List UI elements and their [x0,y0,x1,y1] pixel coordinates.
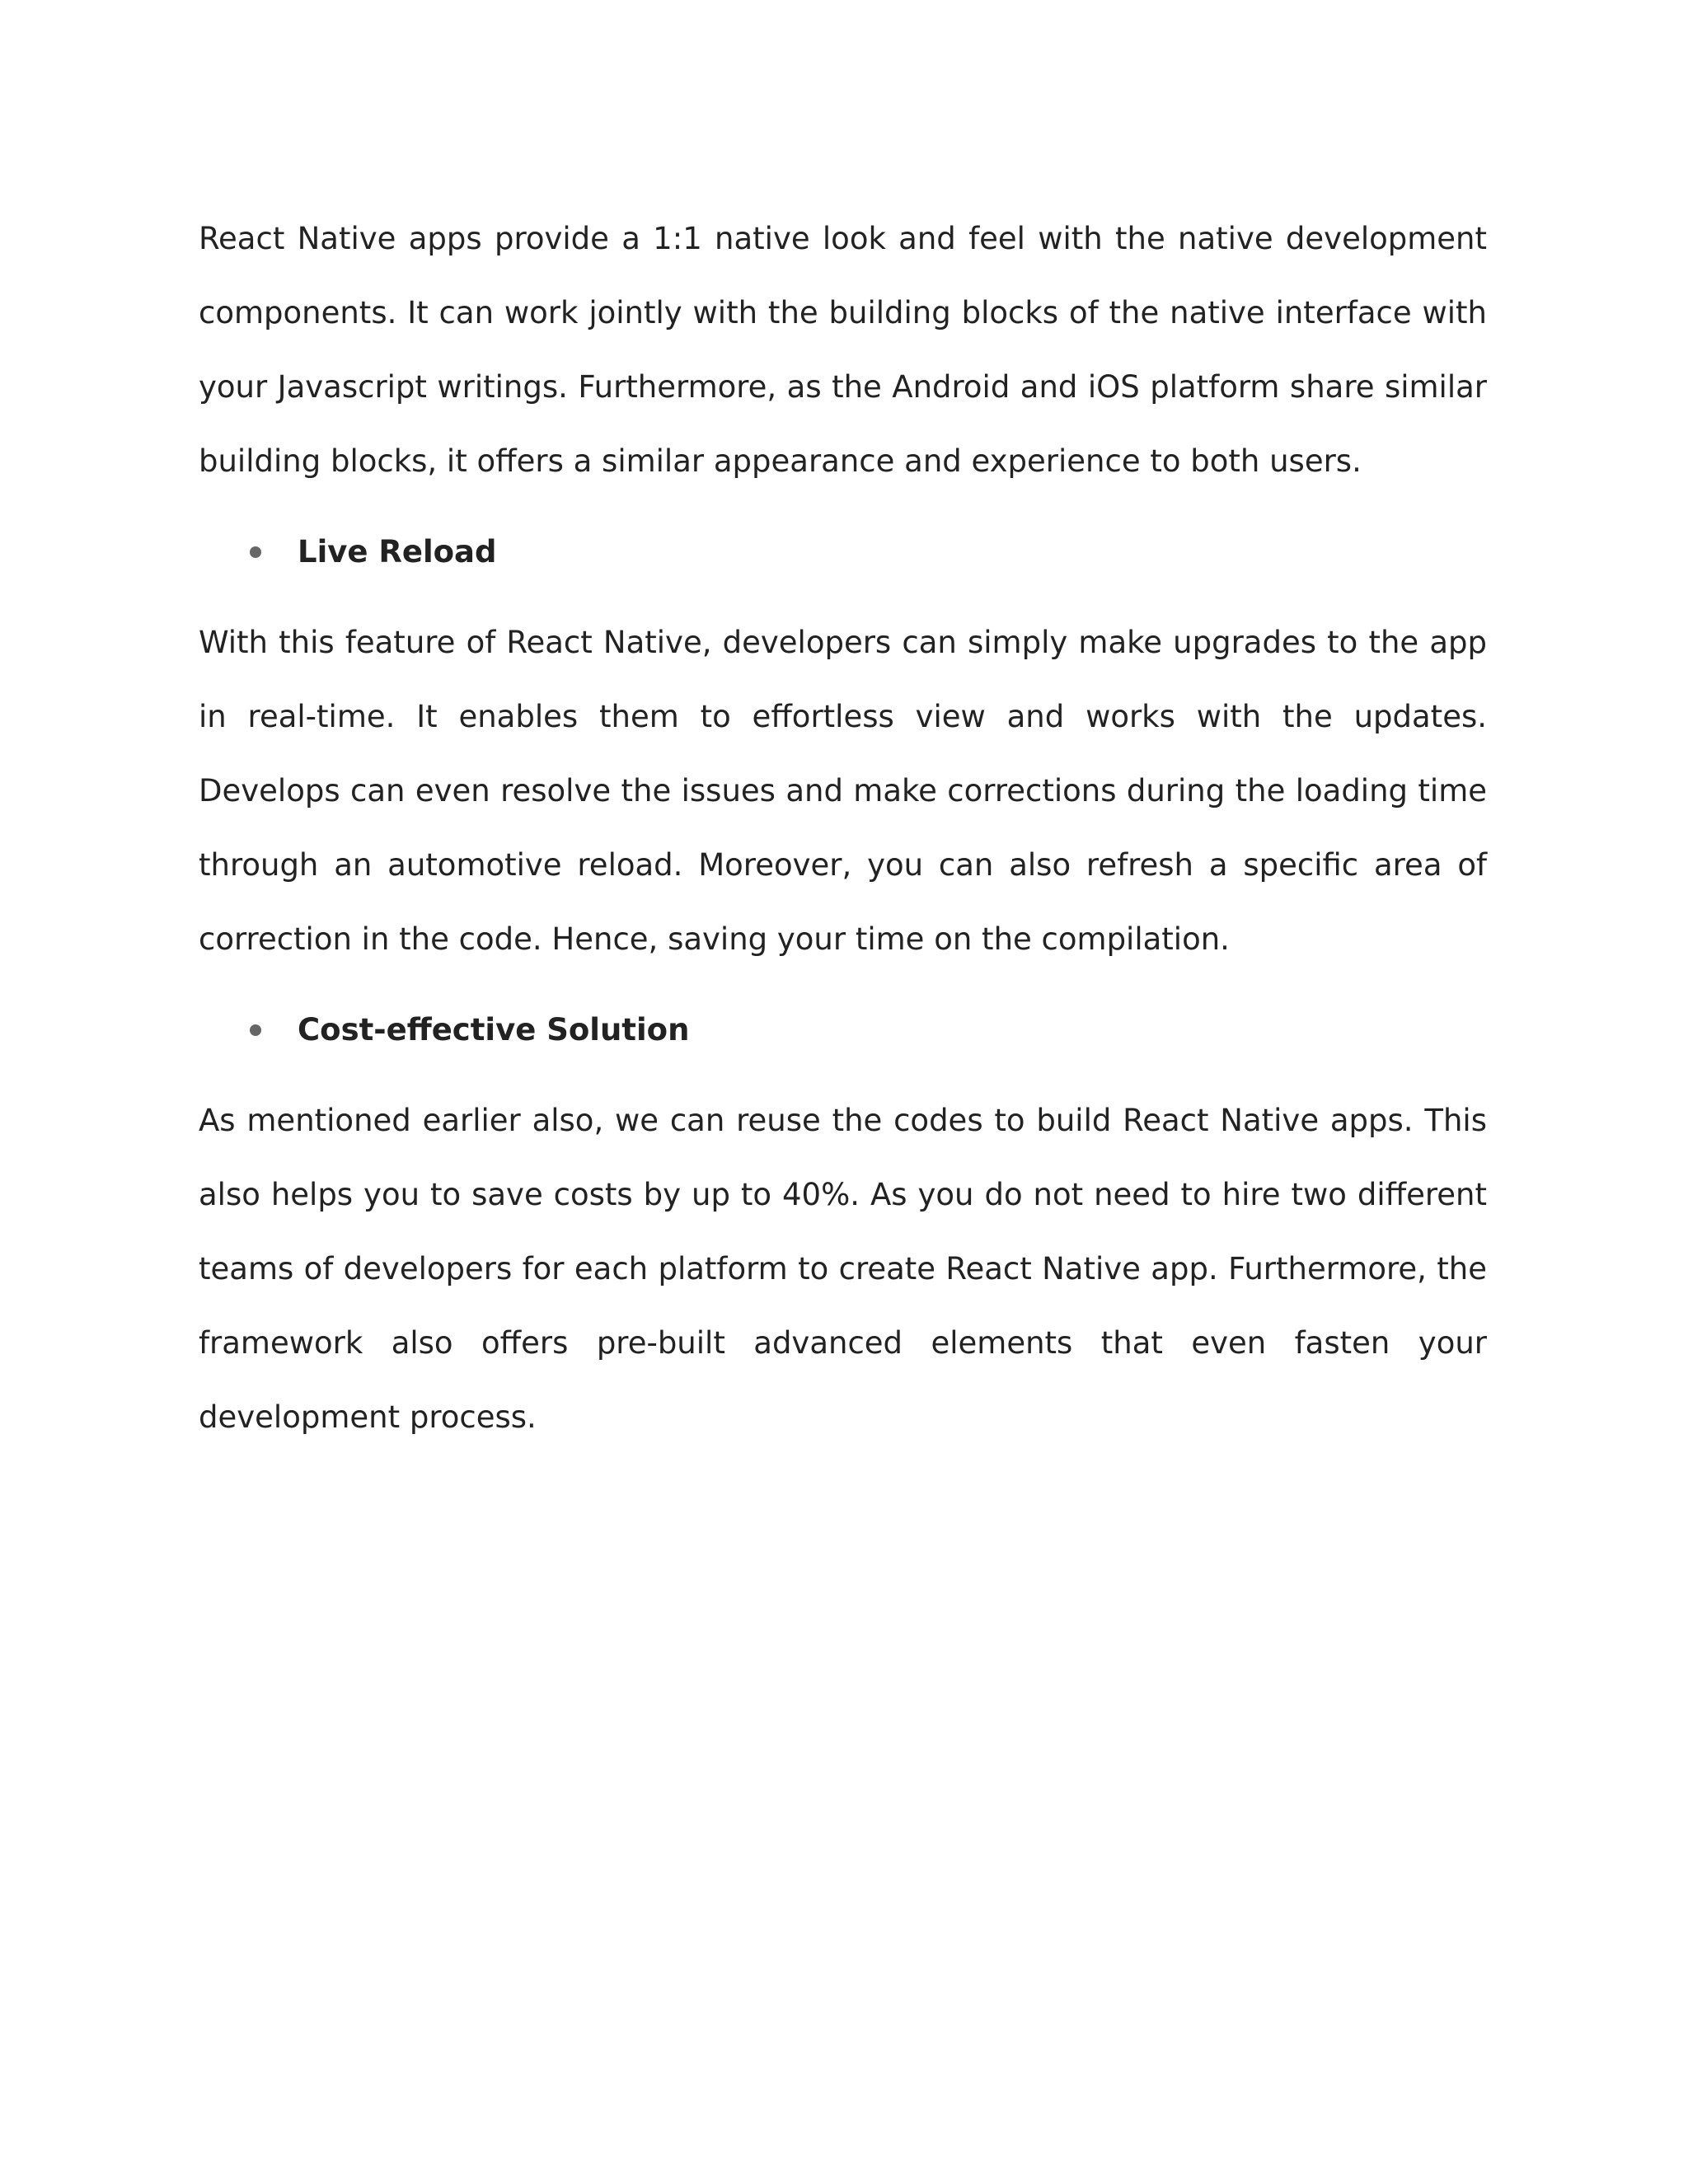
bullet-dot-icon [250,546,261,558]
paragraph-cost-effective: As mentioned earlier also, we can reuse the codes to build React Native apps. This also helps you to save costs by up to 40%. As you do not need to hire two different teams of developers for each platform to create React Native app. Furthermore, the framework also offers pre-built advanced elements that even fasten your development process. [199,1103,1487,1435]
bullet-live-reload [199,527,1487,578]
paragraph-native-look: React Native apps provide a 1:1 native look and feel with the native development components. It can work jointly with the building blocks of the native interface with your Javascript writings. Furthermore, as the Android and iOS platform share similar building blocks, it offers a similar appearance and experience to both users. [199,221,1487,479]
bullet-cost-effective [199,1005,1487,1056]
paragraph-live-reload: With this feature of React Native, developers can simply make upgrades to the app in real-time. It enables them to effortless view and works with the updates. Develops can even resolve the issues and make corrections during the loading time through an automotive reload. Moreover, you can also refresh a specific area of correction in the code. Hence, saving your time on the compilation. [199,625,1487,957]
section-heading-live-reload: Live Reload [298,534,497,569]
bullet-dot-icon [250,1024,261,1036]
section-heading-cost-effective: Cost-effective Solution [298,1012,690,1047]
document-body [199,202,1487,1455]
